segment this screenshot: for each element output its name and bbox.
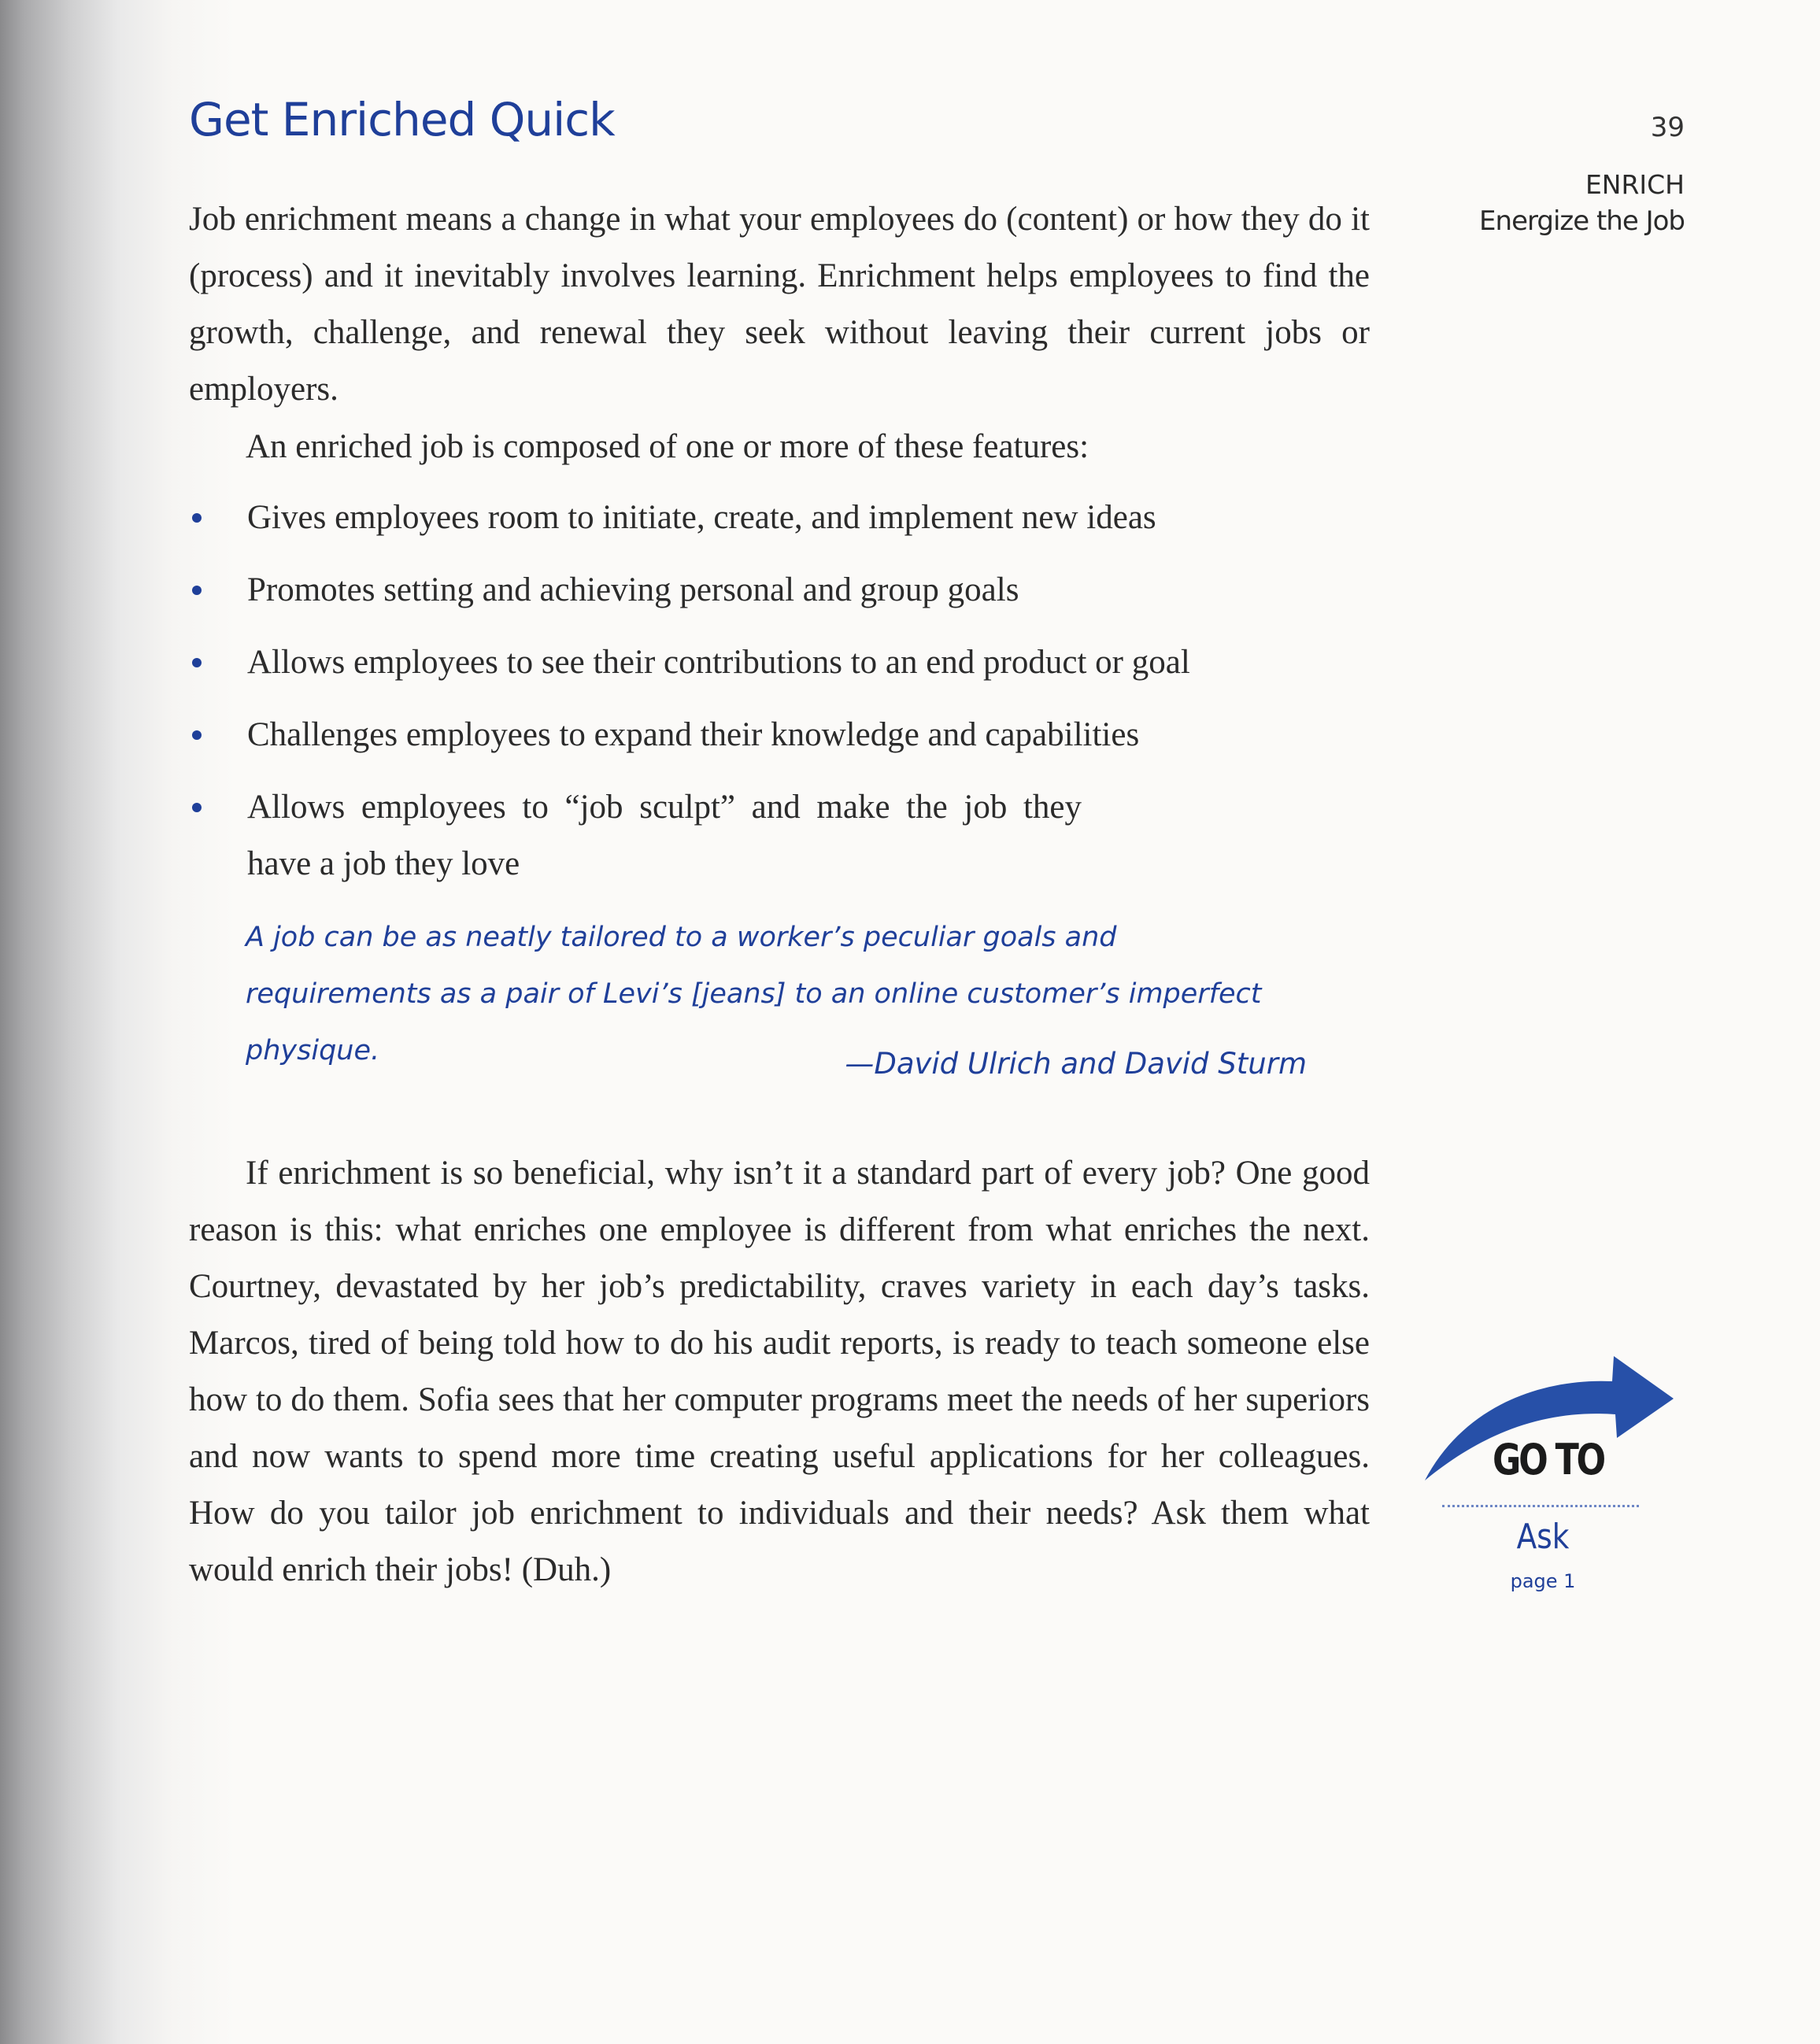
list-item: [189, 634, 1370, 691]
list-item-text: Allows employees to “job sculpt” and make the job they have a job they love: [247, 789, 1082, 882]
intro-paragraph: Job enrichment means a change in what your employees do (content) or how they do it (process) and it inevitably involves learning. Enrichment helps employees to find the growth, challenge, and renewal they seek without leaving their current jobs or employers.: [189, 201, 1370, 408]
section-tag: [1479, 167, 1685, 239]
bullet-icon: [192, 586, 202, 595]
bullet-icon: [192, 730, 202, 740]
list-item: [189, 562, 1370, 619]
features-list: [189, 490, 1370, 908]
bullet-icon: [192, 513, 202, 523]
bullet-icon: [192, 803, 202, 812]
list-item: [189, 779, 1370, 893]
features-lead-in: An enriched job is composed of one or more of these features:: [246, 428, 1089, 465]
list-item: [189, 490, 1370, 546]
goto-label: GO TO: [1493, 1435, 1604, 1484]
goto-page-ref: page 1: [1510, 1570, 1576, 1592]
closing-paragraph: If enrichment is so beneficial, why isn’t it a standard part of every job? One good reason is this: what enriches one employee is different from what enriches the next. Courtney, devastated by her job’s predictability, craves variety in each day’s tasks. Marcos, tired of being told how to do his audit reports, is ready to teach someone else how to do them. Sofia sees that her computer programs meet the needs of her superiors and now wants to spend more time creating useful applications for her colleagues. How do you tailor job enrichment to individuals and their needs? Ask them what would enrich their jobs! (Duh.): [189, 1155, 1370, 1588]
page-title: Get Enriched Quick: [189, 93, 615, 146]
goto-target[interactable]: Ask: [1516, 1517, 1570, 1557]
subsection-name: Energize the Job: [1479, 205, 1685, 237]
goto-crossref[interactable]: [1417, 1342, 1685, 1610]
goto-divider: [1442, 1505, 1639, 1507]
section-name: ENRICH: [1585, 169, 1685, 200]
list-item-text: Allows employees to see their contributions to an end product or goal: [247, 644, 1190, 681]
page-number: 39: [1650, 112, 1685, 143]
bullet-icon: [192, 658, 202, 667]
quote-attribution: —David Ulrich and David Sturm: [845, 1047, 1307, 1081]
list-item: [189, 707, 1370, 763]
list-item-text: Gives employees room to initiate, create, and implement new ideas: [247, 499, 1156, 536]
list-item-text: Challenges employees to expand their knowledge and capabilities: [247, 716, 1140, 753]
list-item-text: Promotes setting and achieving personal and group goals: [247, 571, 1019, 608]
pull-quote: A job can be as neatly tailored to a worker’s peculiar goals and requirements as a pair of Levi’s [jeans] to an online customer’s imperfect physique.: [246, 922, 1262, 1066]
